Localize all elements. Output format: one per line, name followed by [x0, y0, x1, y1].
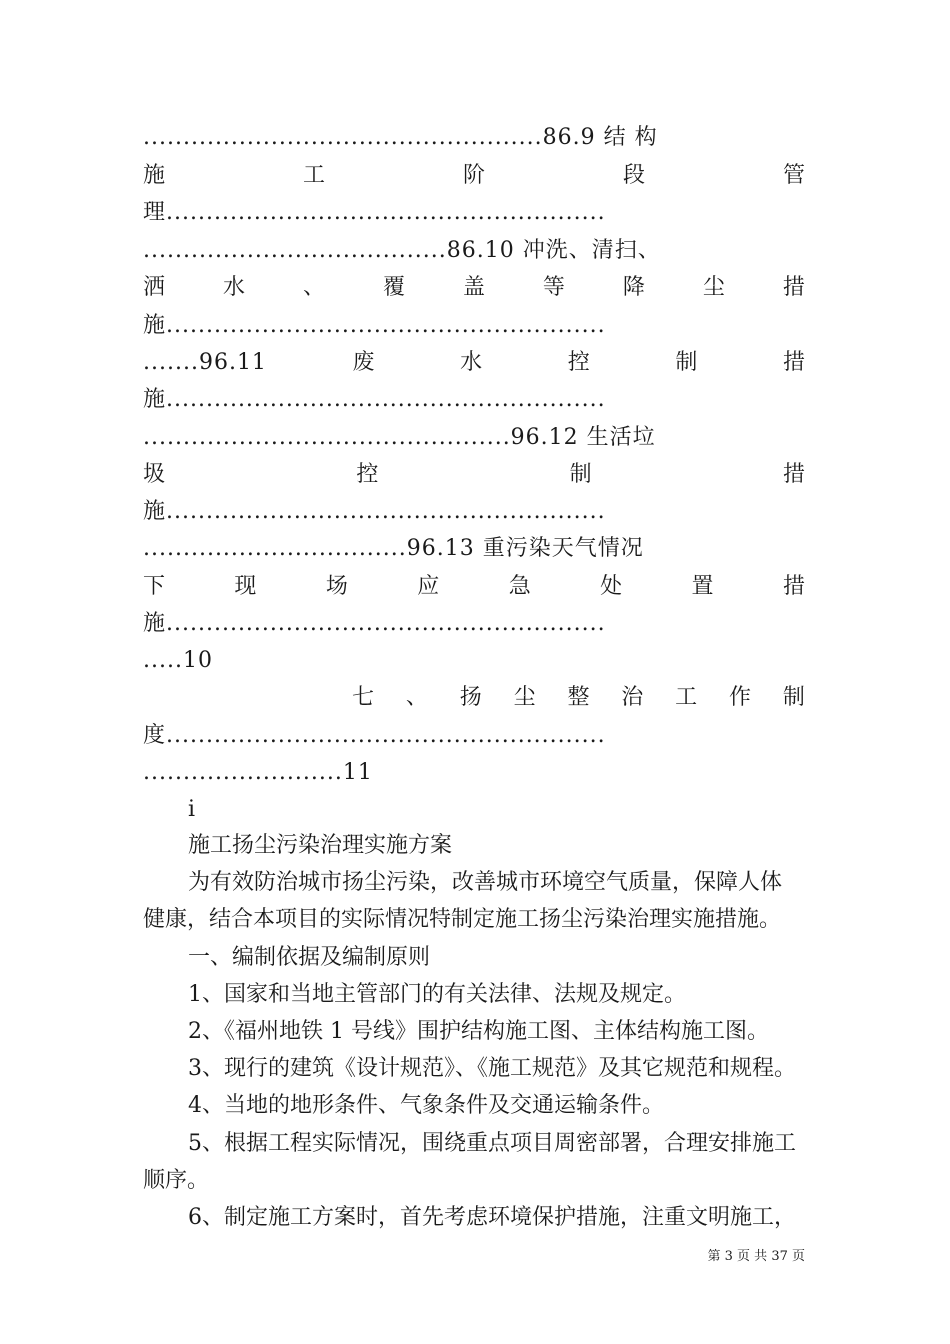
toc-char: 场	[325, 574, 348, 599]
toc-char: 措	[782, 350, 805, 375]
toc-line: ..................................................86.9 结 构	[143, 125, 658, 150]
toc-char: 废	[352, 350, 375, 375]
toc-char: 水	[222, 275, 245, 300]
toc-char: 处	[600, 574, 623, 599]
toc-line: 施.......................................................	[143, 499, 606, 524]
toc-line: 施.......................................................	[143, 387, 606, 412]
toc-char: 现	[234, 574, 257, 599]
toc-char: 治	[621, 685, 644, 710]
toc-char: 阶	[462, 163, 485, 188]
toc-line-spread	[143, 572, 805, 602]
toc-char: 圾	[143, 462, 166, 487]
toc-char: 制	[569, 462, 592, 487]
roman-page-number: i	[188, 797, 196, 822]
list-item: 4、当地的地形条件、气象条件及交通运输条件。	[188, 1093, 664, 1118]
toc-char: 洒	[143, 275, 166, 300]
document-title: 施工扬尘污染治理实施方案	[188, 833, 453, 858]
toc-char: 置	[691, 574, 714, 599]
toc-char: 措	[782, 462, 805, 487]
toc-line: ..............................................96.12 生活垃	[143, 425, 656, 450]
toc-line: 施.......................................................	[143, 313, 606, 338]
toc-char: 管	[782, 163, 805, 188]
list-item: 5、根据工程实际情况，围绕重点项目周密部署，合理安排施工	[188, 1131, 796, 1156]
toc-char: 等	[542, 275, 565, 300]
toc-char: 覆	[382, 275, 405, 300]
toc-char: 制	[782, 685, 805, 710]
paragraph: 健康，结合本项目的实际情况特制定施工扬尘污染治理实施措施。	[143, 907, 782, 932]
toc-char: 应	[417, 574, 440, 599]
toc-char: 七	[352, 685, 375, 710]
toc-char: 尘	[513, 685, 536, 710]
toc-line: 施.......................................................	[143, 611, 606, 636]
toc-char: 措	[782, 275, 805, 300]
toc-char: 控	[356, 462, 379, 487]
toc-line-spread	[143, 161, 805, 191]
toc-char: 施	[143, 163, 166, 188]
toc-line-spread	[352, 683, 805, 713]
paragraph: 为有效防治城市扬尘污染，改善城市环境空气质量，保障人体	[188, 870, 783, 895]
toc-char: 降	[622, 275, 645, 300]
toc-line-spread	[143, 460, 805, 490]
toc-line: ......................................86.10 冲洗、清扫、	[143, 238, 661, 263]
toc-char: 尘	[702, 275, 725, 300]
toc-char: 扬	[459, 685, 482, 710]
list-item: 3、现行的建筑《设计规范》、《施工规范》及其它规范和规程。	[188, 1056, 796, 1081]
toc-line-spread	[143, 273, 805, 303]
toc-char: 水	[460, 350, 483, 375]
toc-char: 、	[405, 685, 428, 710]
toc-char: 急	[508, 574, 531, 599]
section-heading: 一、编制依据及编制原则	[188, 945, 431, 970]
toc-char: 工	[675, 685, 698, 710]
toc-char: 段	[622, 163, 645, 188]
list-item-continuation: 顺序。	[143, 1168, 210, 1193]
toc-dots: .......96.11	[143, 350, 267, 375]
toc-char: 措	[782, 574, 805, 599]
toc-line: .....10	[143, 648, 213, 673]
toc-char: 控	[567, 350, 590, 375]
toc-char: 作	[729, 685, 752, 710]
toc-line: .........................11	[143, 760, 373, 785]
toc-line: 度.......................................................	[143, 723, 606, 748]
list-item: 1、国家和当地主管部门的有关法律、法规及规定。	[188, 982, 686, 1007]
list-item: 6、制定施工方案时，首先考虑环境保护措施，注重文明施工，	[188, 1205, 796, 1230]
toc-char: 、	[302, 275, 325, 300]
toc-line: 理.......................................................	[143, 200, 606, 225]
toc-line-spread	[143, 348, 805, 378]
toc-line: .................................96.13 重污染天气情况	[143, 536, 644, 561]
toc-char: 制	[675, 350, 698, 375]
toc-char: 工	[302, 163, 325, 188]
page-footer: 第 3 页 共 37 页	[707, 1249, 805, 1264]
toc-char: 整	[567, 685, 590, 710]
list-item: 2、《福州地铁 1 号线》围护结构施工图、主体结构施工图。	[188, 1019, 769, 1044]
toc-char: 下	[143, 574, 166, 599]
toc-char: 盖	[462, 275, 485, 300]
